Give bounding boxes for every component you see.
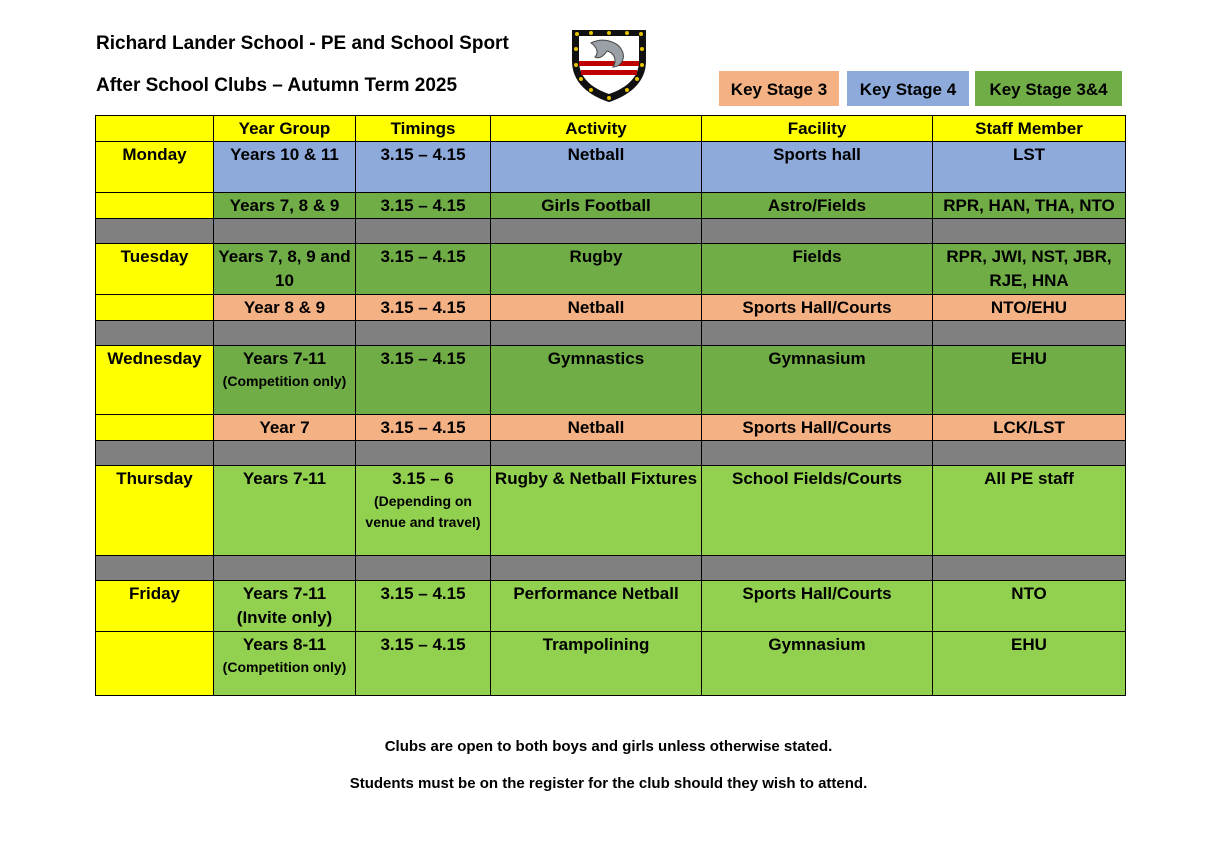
facility-cell: Astro/Fields [702,193,933,219]
staff-cell: RPR, HAN, THA, NTO [933,193,1126,219]
activity-cell: Rugby & Netball Fixtures [491,466,702,556]
staff-cell: LST [933,142,1126,193]
day-cell: Wednesday [96,346,214,415]
staff-cell: NTO/EHU [933,295,1126,321]
facility-cell: Sports hall [702,142,933,193]
activity-cell: Netball [491,142,702,193]
timings-cell: 3.15 – 4.15 [356,632,491,696]
year-group-cell [214,346,356,415]
year-group-cell [214,632,356,696]
separator-row [96,219,1126,244]
facility-cell: Fields [702,244,933,295]
timings-text: 3.15 – 6 [392,469,454,488]
table-row [96,466,1126,556]
legend-key-stage-4: Key Stage 4 [847,71,969,106]
facility-cell: Sports Hall/Courts [702,295,933,321]
year-group-text: Years 8-11 [242,635,327,654]
separator-row [96,321,1126,346]
day-cell: Thursday [96,466,214,556]
header-day [96,116,214,142]
activity-cell: Gymnastics [491,346,702,415]
year-group-cell: Years 7, 8 & 9 [214,193,356,219]
year-group-note: (Competition only) [222,659,347,675]
table-row [96,295,1126,321]
table-row [96,244,1126,295]
year-group-cell: Years 7-11 [214,466,356,556]
day-cell [96,632,214,696]
timings-cell: 3.15 – 4.15 [356,581,491,632]
facility-cell: Gymnasium [702,632,933,696]
timings-cell: 3.15 – 4.15 [356,142,491,193]
timings-cell: 3.15 – 4.15 [356,346,491,415]
day-cell [96,193,214,219]
header-facility: Facility [702,116,933,142]
timings-cell: 3.15 – 4.15 [356,415,491,441]
note-open-to-all: Clubs are open to both boys and girls unless otherwise stated. [384,738,833,755]
table-row [96,142,1126,193]
note-register: Students must be on the register for the club should they wish to attend. [349,775,868,792]
year-group-note: (Competition only) [222,373,347,389]
facility-cell: School Fields/Courts [702,466,933,556]
year-group-cell: Years 10 & 11 [214,142,356,193]
table-row [96,346,1126,415]
facility-cell: Sports Hall/Courts [702,415,933,441]
separator-row [96,441,1126,466]
timings-cell: 3.15 – 4.15 [356,244,491,295]
table-row [96,415,1126,441]
header-activity: Activity [491,116,702,142]
clubs-table [95,115,1126,696]
staff-cell: RPR, JWI, NST, JBR, RJE, HNA [933,244,1126,295]
day-cell [96,415,214,441]
activity-cell: Netball [491,295,702,321]
header-staff-member: Staff Member [933,116,1126,142]
table-row [96,193,1126,219]
year-group-cell: Year 7 [214,415,356,441]
facility-cell: Gymnasium [702,346,933,415]
legend-key-stage-3-4: Key Stage 3&4 [975,71,1122,106]
timings-cell: 3.15 – 4.15 [356,295,491,321]
day-cell [96,295,214,321]
header-year-group: Year Group [214,116,356,142]
day-cell: Friday [96,581,214,632]
activity-cell: Girls Football [491,193,702,219]
header-timings: Timings [356,116,491,142]
year-group-text: Years 7-11 [242,349,327,368]
legend-key-stage-3: Key Stage 3 [719,71,839,106]
year-group-cell: Year 8 & 9 [214,295,356,321]
day-cell: Tuesday [96,244,214,295]
page-title: Richard Lander School - PE and School Sport [96,33,509,54]
table-row [96,632,1126,696]
timings-cell [356,466,491,556]
staff-cell: LCK/LST [933,415,1126,441]
year-group-cell: Years 7-11 (Invite only) [214,581,356,632]
page-subtitle: After School Clubs – Autumn Term 2025 [96,75,458,96]
activity-cell: Netball [491,415,702,441]
table-row [96,581,1126,632]
timings-cell: 3.15 – 4.15 [356,193,491,219]
activity-cell: Performance Netball [491,581,702,632]
activity-cell: Trampolining [491,632,702,696]
timings-note: (Depending on venue and travel) [365,493,481,530]
school-crest-icon [569,27,649,103]
day-cell: Monday [96,142,214,193]
activity-cell: Rugby [491,244,702,295]
year-group-cell: Years 7, 8, 9 and 10 [214,244,356,295]
separator-row [96,556,1126,581]
staff-cell: EHU [933,346,1126,415]
table-header-row [96,116,1126,142]
facility-cell: Sports Hall/Courts [702,581,933,632]
staff-cell: All PE staff [933,466,1126,556]
staff-cell: NTO [933,581,1126,632]
staff-cell: EHU [933,632,1126,696]
